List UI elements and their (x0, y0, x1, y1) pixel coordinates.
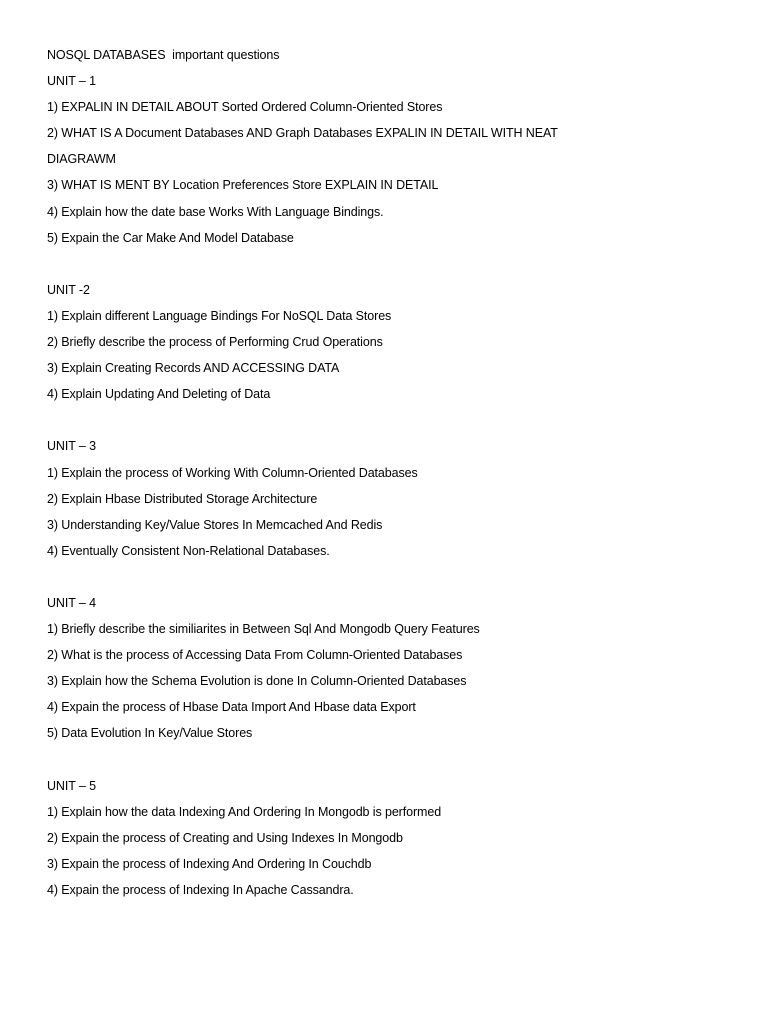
question-line: 1) Briefly describe the similiarites in Between Sql And Mongodb Query Features (47, 622, 480, 637)
blank-line (47, 564, 737, 590)
question-line: 2) Explain Hbase Distributed Storage Architecture (47, 491, 318, 506)
question-line: 4) Expain the process of Hbase Data Import And Hbase data Export (47, 700, 416, 715)
question-line: 3) WHAT IS MENT BY Location Preferences Store EXPLAIN IN DETAIL (47, 178, 439, 193)
question-line: 4) Expain the process of Indexing In Apache Cassandra. (47, 883, 354, 897)
unit-heading: UNIT -2 (47, 282, 90, 297)
question-line: 4) Eventually Consistent Non-Relational Databases. (47, 543, 330, 558)
question-line: 2) What is the process of Accessing Data From Column-Oriented Databases (47, 648, 463, 663)
question-line: 5) Expain the Car Make And Model Database (47, 230, 294, 245)
question-line: 1) Explain the process of Working With Column-Oriented Databases (47, 465, 418, 480)
question-line: 1) Explain how the data Indexing And Ordering In Mongodb is performed (47, 804, 442, 819)
document-title: NOSQL DATABASES important questions (47, 48, 280, 62)
question-line: 3) Understanding Key/Value Stores In Memcached And Redis (47, 517, 383, 532)
question-line: 4) Explain Updating And Deleting of Data (47, 387, 271, 402)
question-line: 3) Explain how the Schema Evolution is done In Column-Oriented Databases (47, 674, 467, 689)
blank-line (47, 407, 737, 433)
question-line: 4) Explain how the date base Works With Language Bindings. (47, 204, 384, 219)
question-line: 1) EXPALIN IN DETAIL ABOUT Sorted Ordered Column-Oriented Stores (47, 100, 443, 115)
question-line: 2) Briefly describe the process of Performing Crud Operations (47, 335, 383, 350)
blank-line (47, 251, 737, 277)
question-line: 3) Expain the process of Indexing And Ordering In Couchdb (47, 856, 372, 871)
question-line: 3) Explain Creating Records AND ACCESSING DATA (47, 361, 340, 376)
document-page (47, 42, 737, 903)
unit-heading: UNIT – 3 (47, 439, 96, 454)
question-line: 2) Expain the process of Creating and Using Indexes In Mongodb (47, 830, 403, 845)
unit-heading: UNIT – 5 (47, 778, 96, 793)
question-line: 2) WHAT IS A Document Databases AND Graph Databases EXPALIN IN DETAIL WITH NEAT (47, 126, 558, 141)
question-line: 5) Data Evolution In Key/Value Stores (47, 726, 253, 741)
blank-line (47, 747, 737, 773)
question-line: DIAGRAWM (47, 152, 116, 167)
unit-heading: UNIT – 4 (47, 595, 96, 610)
question-line: 1) Explain different Language Bindings For NoSQL Data Stores (47, 308, 392, 323)
unit-heading: UNIT – 1 (47, 74, 96, 89)
